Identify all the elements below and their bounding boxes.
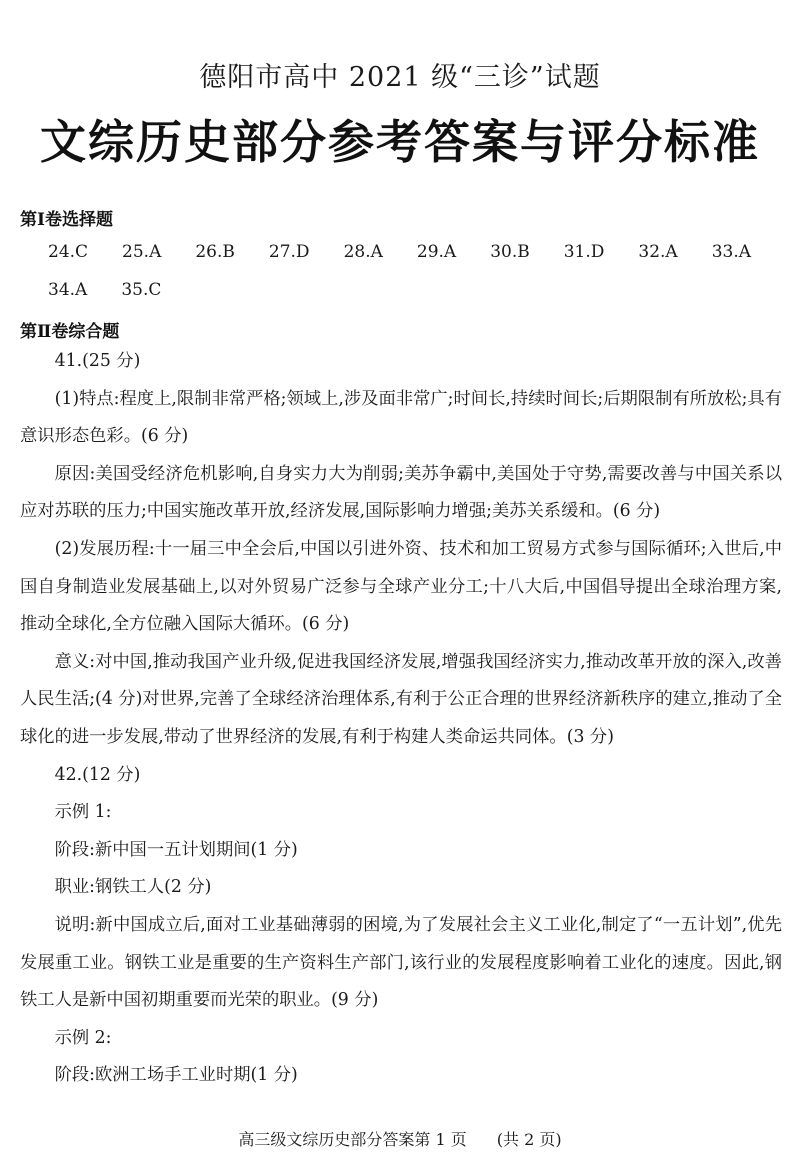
q41-part2-significance: 意义:对中国,推动我国产业升级,促进我国经济发展,增强我国经济实力,推动改革开放的深入,改善人民生活;(4 分)对世界,完善了全球经济治理体系,有利于公正合理的世界经济新秩序的建立,推动了全球化的进一步发展,带动了世界经济的发展,有利于构建人类命运共同体。(3 分)	[20, 651, 782, 747]
answer-item: 32.A	[638, 242, 678, 262]
q41-part1-features: (1)特点:程度上,限制非常严格;领域上,涉及面非常广;时间长,持续时间长;后期限制有所放松;具有意识形态色彩。(6 分)	[20, 388, 782, 447]
footer-total-label: (共 2 页)	[496, 1130, 562, 1149]
footer-page-label: 高三级文综历史部分答案第 1 页	[238, 1130, 467, 1149]
example-2-label: 示例 2:	[54, 1027, 112, 1048]
example-2-stage: 阶段:欧洲工场手工业时期(1 分)	[54, 1065, 298, 1086]
answer-item: 28.A	[343, 242, 383, 262]
example-1-occupation: 职业:钢铁工人(2 分)	[54, 877, 212, 898]
answers-row-2	[48, 280, 195, 300]
answer-item: 31.D	[563, 242, 605, 262]
part2-heading: 第Ⅱ卷综合题	[20, 322, 120, 342]
answer-item: 29.A	[416, 242, 457, 262]
answer-item: 35.C	[121, 280, 162, 300]
question-42-title: 42.(12 分)	[54, 764, 141, 785]
answer-item: 24.C	[48, 242, 89, 262]
q41-part2-process: (2)发展历程:十一届三中全会后,中国以引进外资、技术和加工贸易方式参与国际循环;入世后,中国自身制造业发展基础上,以对外贸易广泛参与全球产业分工;十八大后,中国倡导提出全球治理方案,推动全球化,全方位融入国际大循环。(6 分)	[20, 538, 782, 635]
part1-heading: 第Ⅰ卷选择题	[20, 210, 113, 230]
answer-item: 25.A	[122, 242, 162, 262]
question-41-title: 41.(25 分)	[54, 351, 141, 371]
answer-item: 26.B	[195, 242, 235, 262]
q41-part1-reasons: 原因:美国受经济危机影响,自身实力大为削弱;美苏争霸中,美国处于守势,需要改善与中国关系以应对苏联的压力;中国实施改革开放,经济发展,国际影响力增强;美苏关系缓和。(6 分)	[20, 463, 782, 522]
page-title: 文综历史部分参考答案与评分标准	[40, 115, 760, 169]
exam-subtitle: 德阳市高中 2021 级“三诊”试题	[199, 62, 601, 93]
part2-body	[20, 343, 782, 1095]
example-1-explanation: 说明:新中国成立后,面对工业基础薄弱的困境,为了发展社会主义工业化,制定了“一五计划”,优先发展重工业。钢铁工业是重要的生产资料生产部门,该行业的发展程度影响着工业化的速度。因此,钢铁工人是新中国初期重要而光荣的职业。(9 分)	[20, 914, 782, 1011]
answers-row-1	[48, 242, 751, 262]
example-1-label: 示例 1:	[54, 802, 112, 823]
example-1-stage: 阶段:新中国一五计划期间(1 分)	[54, 839, 298, 860]
answer-item: 30.B	[490, 242, 530, 262]
answer-item: 33.A	[711, 242, 752, 262]
page-footer	[0, 1127, 800, 1150]
answer-item: 27.D	[268, 242, 310, 262]
answer-item: 34.A	[48, 280, 88, 300]
